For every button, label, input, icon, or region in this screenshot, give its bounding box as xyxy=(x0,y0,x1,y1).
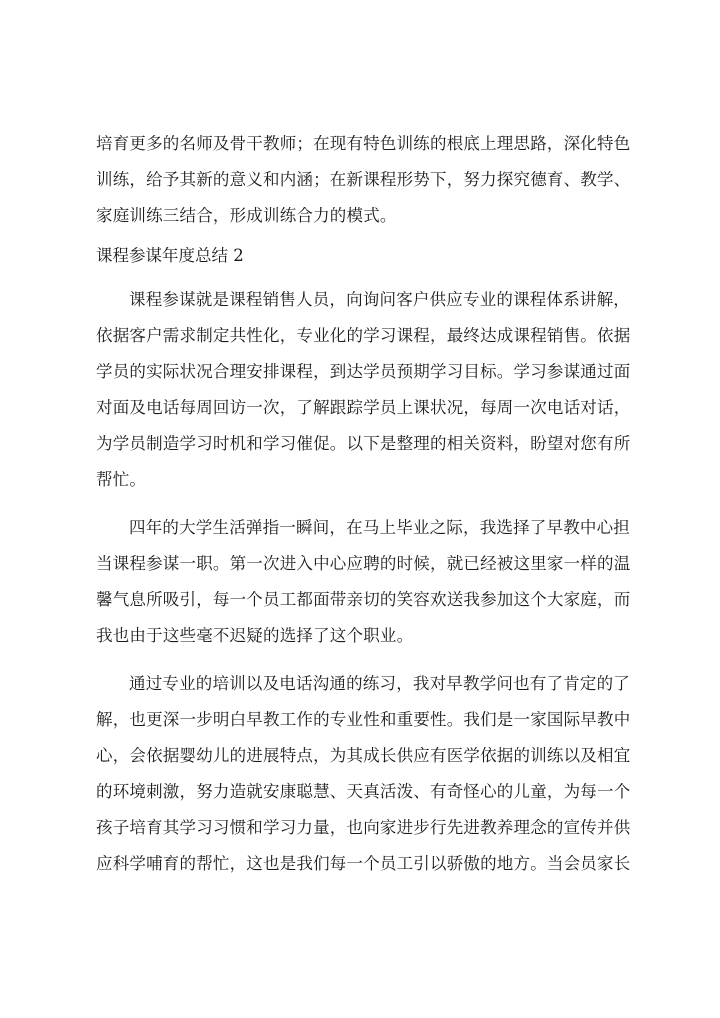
text-line: 依据客户需求制定共性化，专业化的学习课程，最终达成课程销售。依据 xyxy=(96,326,631,345)
text-line: 学员的实际状况合理安排课程，到达学员预期学习目标。学习参谋通过面 xyxy=(96,362,631,381)
paragraph-3 xyxy=(96,666,632,882)
intro-paragraph xyxy=(96,126,632,234)
text-line: 课程参谋就是课程销售人员，向询问客户供应专业的课程体系讲解， xyxy=(129,290,630,309)
text-line: 孩子培育其学习习惯和学习力量，也向家进步行先进教养理念的宣传并供 xyxy=(96,818,631,837)
text-line: 四年的大学生活弹指一瞬间，在马上毕业之际，我选择了早教中心担 xyxy=(129,518,630,537)
text-line: 训练，给予其新的意义和内涵；在新课程形势下，努力探究德育、教学、 xyxy=(96,170,631,189)
text-line: 为学员制造学习时机和学习催促。以下是整理的相关资料，盼望对您有所 xyxy=(96,434,631,453)
text-line: 的环境刺激，努力造就安康聪慧、天真活泼、有奇怪心的儿童，为每一个 xyxy=(96,782,631,801)
document-body xyxy=(96,126,632,882)
text-line: 家庭训练三结合，形成训练合力的模式。 xyxy=(96,206,397,225)
paragraph-1 xyxy=(96,282,632,498)
text-line: 心，会依据婴幼儿的进展特点，为其成长供应有医学依据的训练以及相宜 xyxy=(96,746,631,765)
section-title: 课程参谋年度总结 2 xyxy=(96,246,244,265)
text-line: 当课程参谋一职。第一次进入中心应聘的时候，就已经被这里家一样的温 xyxy=(96,554,631,573)
paragraph-2 xyxy=(96,510,632,654)
text-line: 帮忙。 xyxy=(96,470,147,489)
text-line: 对面及电话每周回访一次，了解跟踪学员上课状况，每周一次电话对话， xyxy=(96,398,631,417)
text-line: 应科学哺育的帮忙，这也是我们每一个员工引以骄傲的地方。当会员家长 xyxy=(96,854,631,873)
text-line: 培育更多的名师及骨干教师；在现有特色训练的根底上理思路，深化特色 xyxy=(96,134,631,153)
text-line: 馨气息所吸引，每一个员工都面带亲切的笑容欢送我参加这个大家庭，而 xyxy=(96,590,631,609)
text-line: 解，也更深一步明白早教工作的专业性和重要性。我们是一家国际早教中 xyxy=(96,710,631,729)
text-line: 通过专业的培训以及电话沟通的练习，我对早教学问也有了肯定的了 xyxy=(129,674,630,693)
text-line: 我也由于这些毫不迟疑的选择了这个职业。 xyxy=(96,626,414,645)
